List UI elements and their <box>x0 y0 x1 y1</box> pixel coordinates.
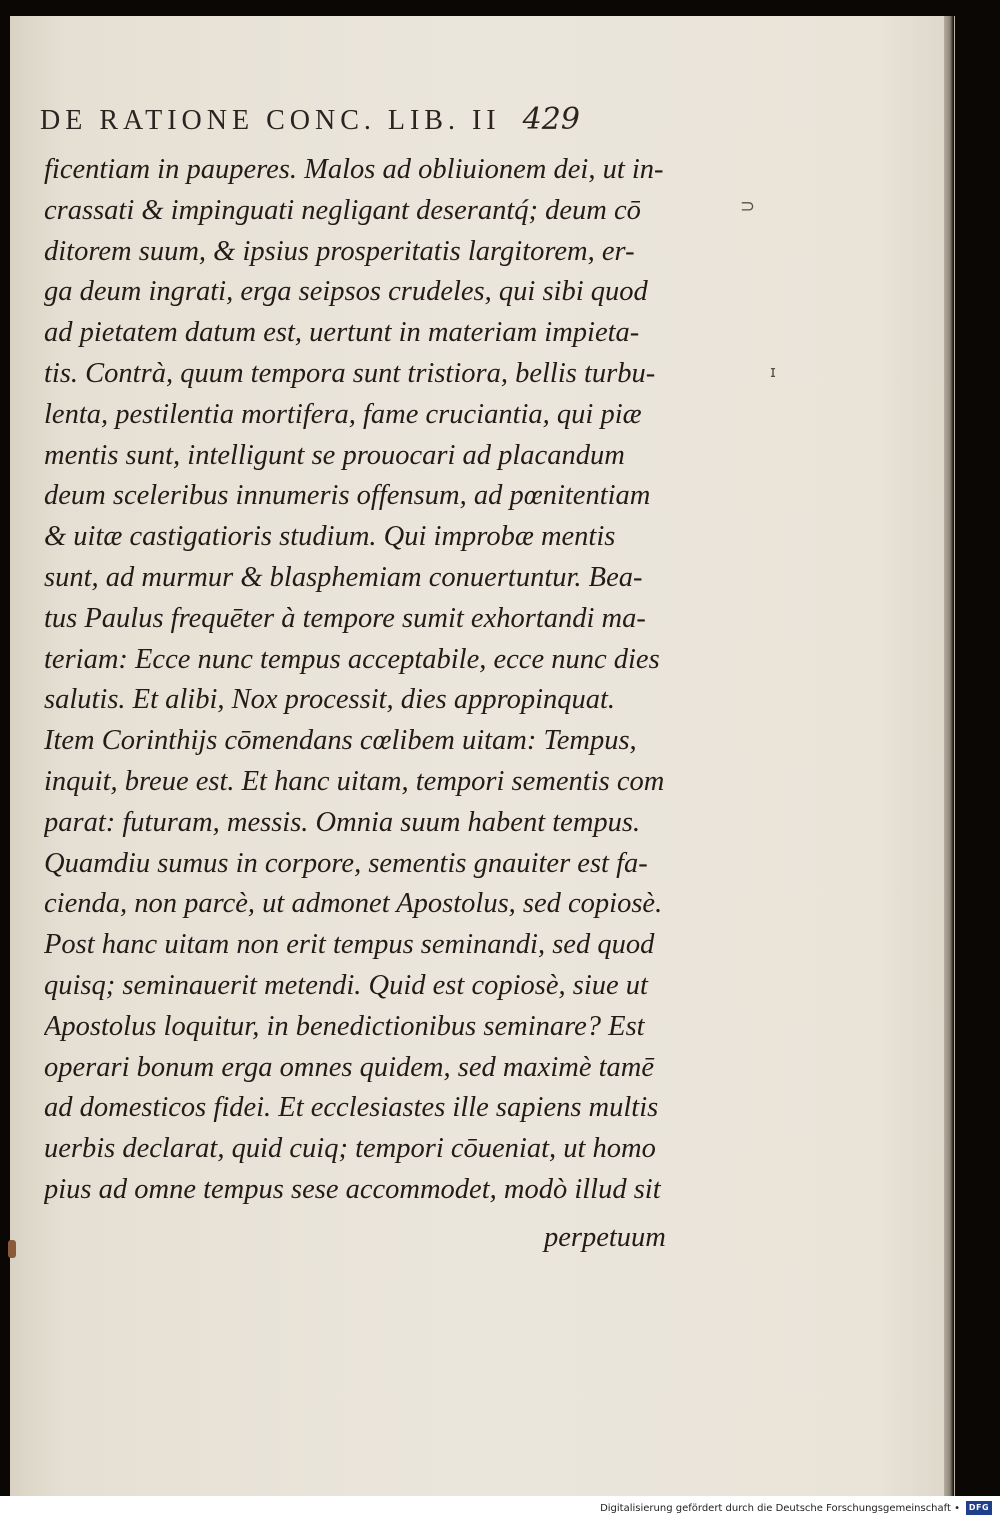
catchword: perpetuum <box>544 1222 666 1253</box>
text-line: ga deum ingrati, erga seipsos crudeles, qui sibi quod <box>44 276 648 308</box>
text-line: & uitæ castigatioris studium. Qui improbæ mentis <box>44 521 616 553</box>
text-line: deum sceleribus innumeris offensum, ad pœnitentiam <box>44 480 651 512</box>
footer-bar <box>0 1496 1000 1518</box>
text-line: Post hanc uitam non erit tempus seminandi, sed quod <box>44 929 655 961</box>
dfg-logo: DFG <box>966 1501 992 1515</box>
margin-mark-icon: ɪ <box>770 362 776 381</box>
funding-credit: Digitalisierung gefördert durch die Deutsche Forschungsgemeinschaft • <box>600 1503 960 1514</box>
text-line: Quamdiu sumus in corpore, sementis gnauiter est fa- <box>44 847 648 879</box>
text-line: ad pietatem datum est, uertunt in materiam impieta- <box>44 317 640 349</box>
running-head-title: DE RATIONE CONC. LIB. II <box>40 105 501 136</box>
running-head <box>40 102 720 137</box>
text-line: sunt, ad murmur & blasphemiam conuertuntur. Bea- <box>44 561 643 593</box>
text-line: quisq; seminauerit metendi. Quid est copiosè, siue ut <box>44 969 648 1001</box>
text-line: ditorem suum, & ipsius prosperitatis largitorem, er- <box>44 235 635 267</box>
text-line: teriam: Ecce nunc tempus acceptabile, ecce nunc dies <box>44 643 660 675</box>
margin-mark-icon: ⊃ <box>740 196 756 217</box>
text-line: tus Paulus frequēter à tempore sumit exhortandi ma- <box>44 602 646 634</box>
text-line: operari bonum erga omnes quidem, sed maximè tamē <box>44 1051 655 1083</box>
text-line: salutis. Et alibi, Nox processit, dies appropinquat. <box>44 684 616 716</box>
text-line: Apostolus loquitur, in benedictionibus seminare? Est <box>44 1010 645 1042</box>
page-stain <box>8 1240 16 1258</box>
page-edge <box>944 16 954 1496</box>
text-line: tis. Contrà, quum tempora sunt tristiora, bellis turbu- <box>44 357 656 389</box>
text-line: mentis sunt, intelligunt se prouocari ad placandum <box>44 439 625 471</box>
folio-number: 429 <box>522 102 580 137</box>
text-line: parat: futuram, messis. Omnia suum habent tempus. <box>44 806 641 838</box>
text-line: Item Corinthijs cōmendans cœlibem uitam: Tempus, <box>44 725 637 757</box>
text-line: ficentiam in pauperes. Malos ad obliuionem dei, ut in- <box>44 154 664 185</box>
text-line: crassati & impinguati negligant deserantq́; deum cō <box>44 194 641 226</box>
text-line: lenta, pestilentia mortifera, fame cruciantia, qui piæ <box>44 398 642 430</box>
text-line: inquit, breue est. Et hanc uitam, tempori sementis com <box>44 765 665 797</box>
text-line: pius ad omne tempus sese accommodet, modò illud sit <box>44 1173 661 1205</box>
text-line: uerbis declarat, quid cuiq; tempori cōueniat, ut homo <box>44 1133 656 1165</box>
text-line: cienda, non parcè, ut admonet Apostolus, sed copiosè. <box>44 888 663 920</box>
body-text <box>44 150 704 1211</box>
text-line: ad domesticos fidei. Et ecclesiastes ille sapiens multis <box>44 1092 659 1124</box>
